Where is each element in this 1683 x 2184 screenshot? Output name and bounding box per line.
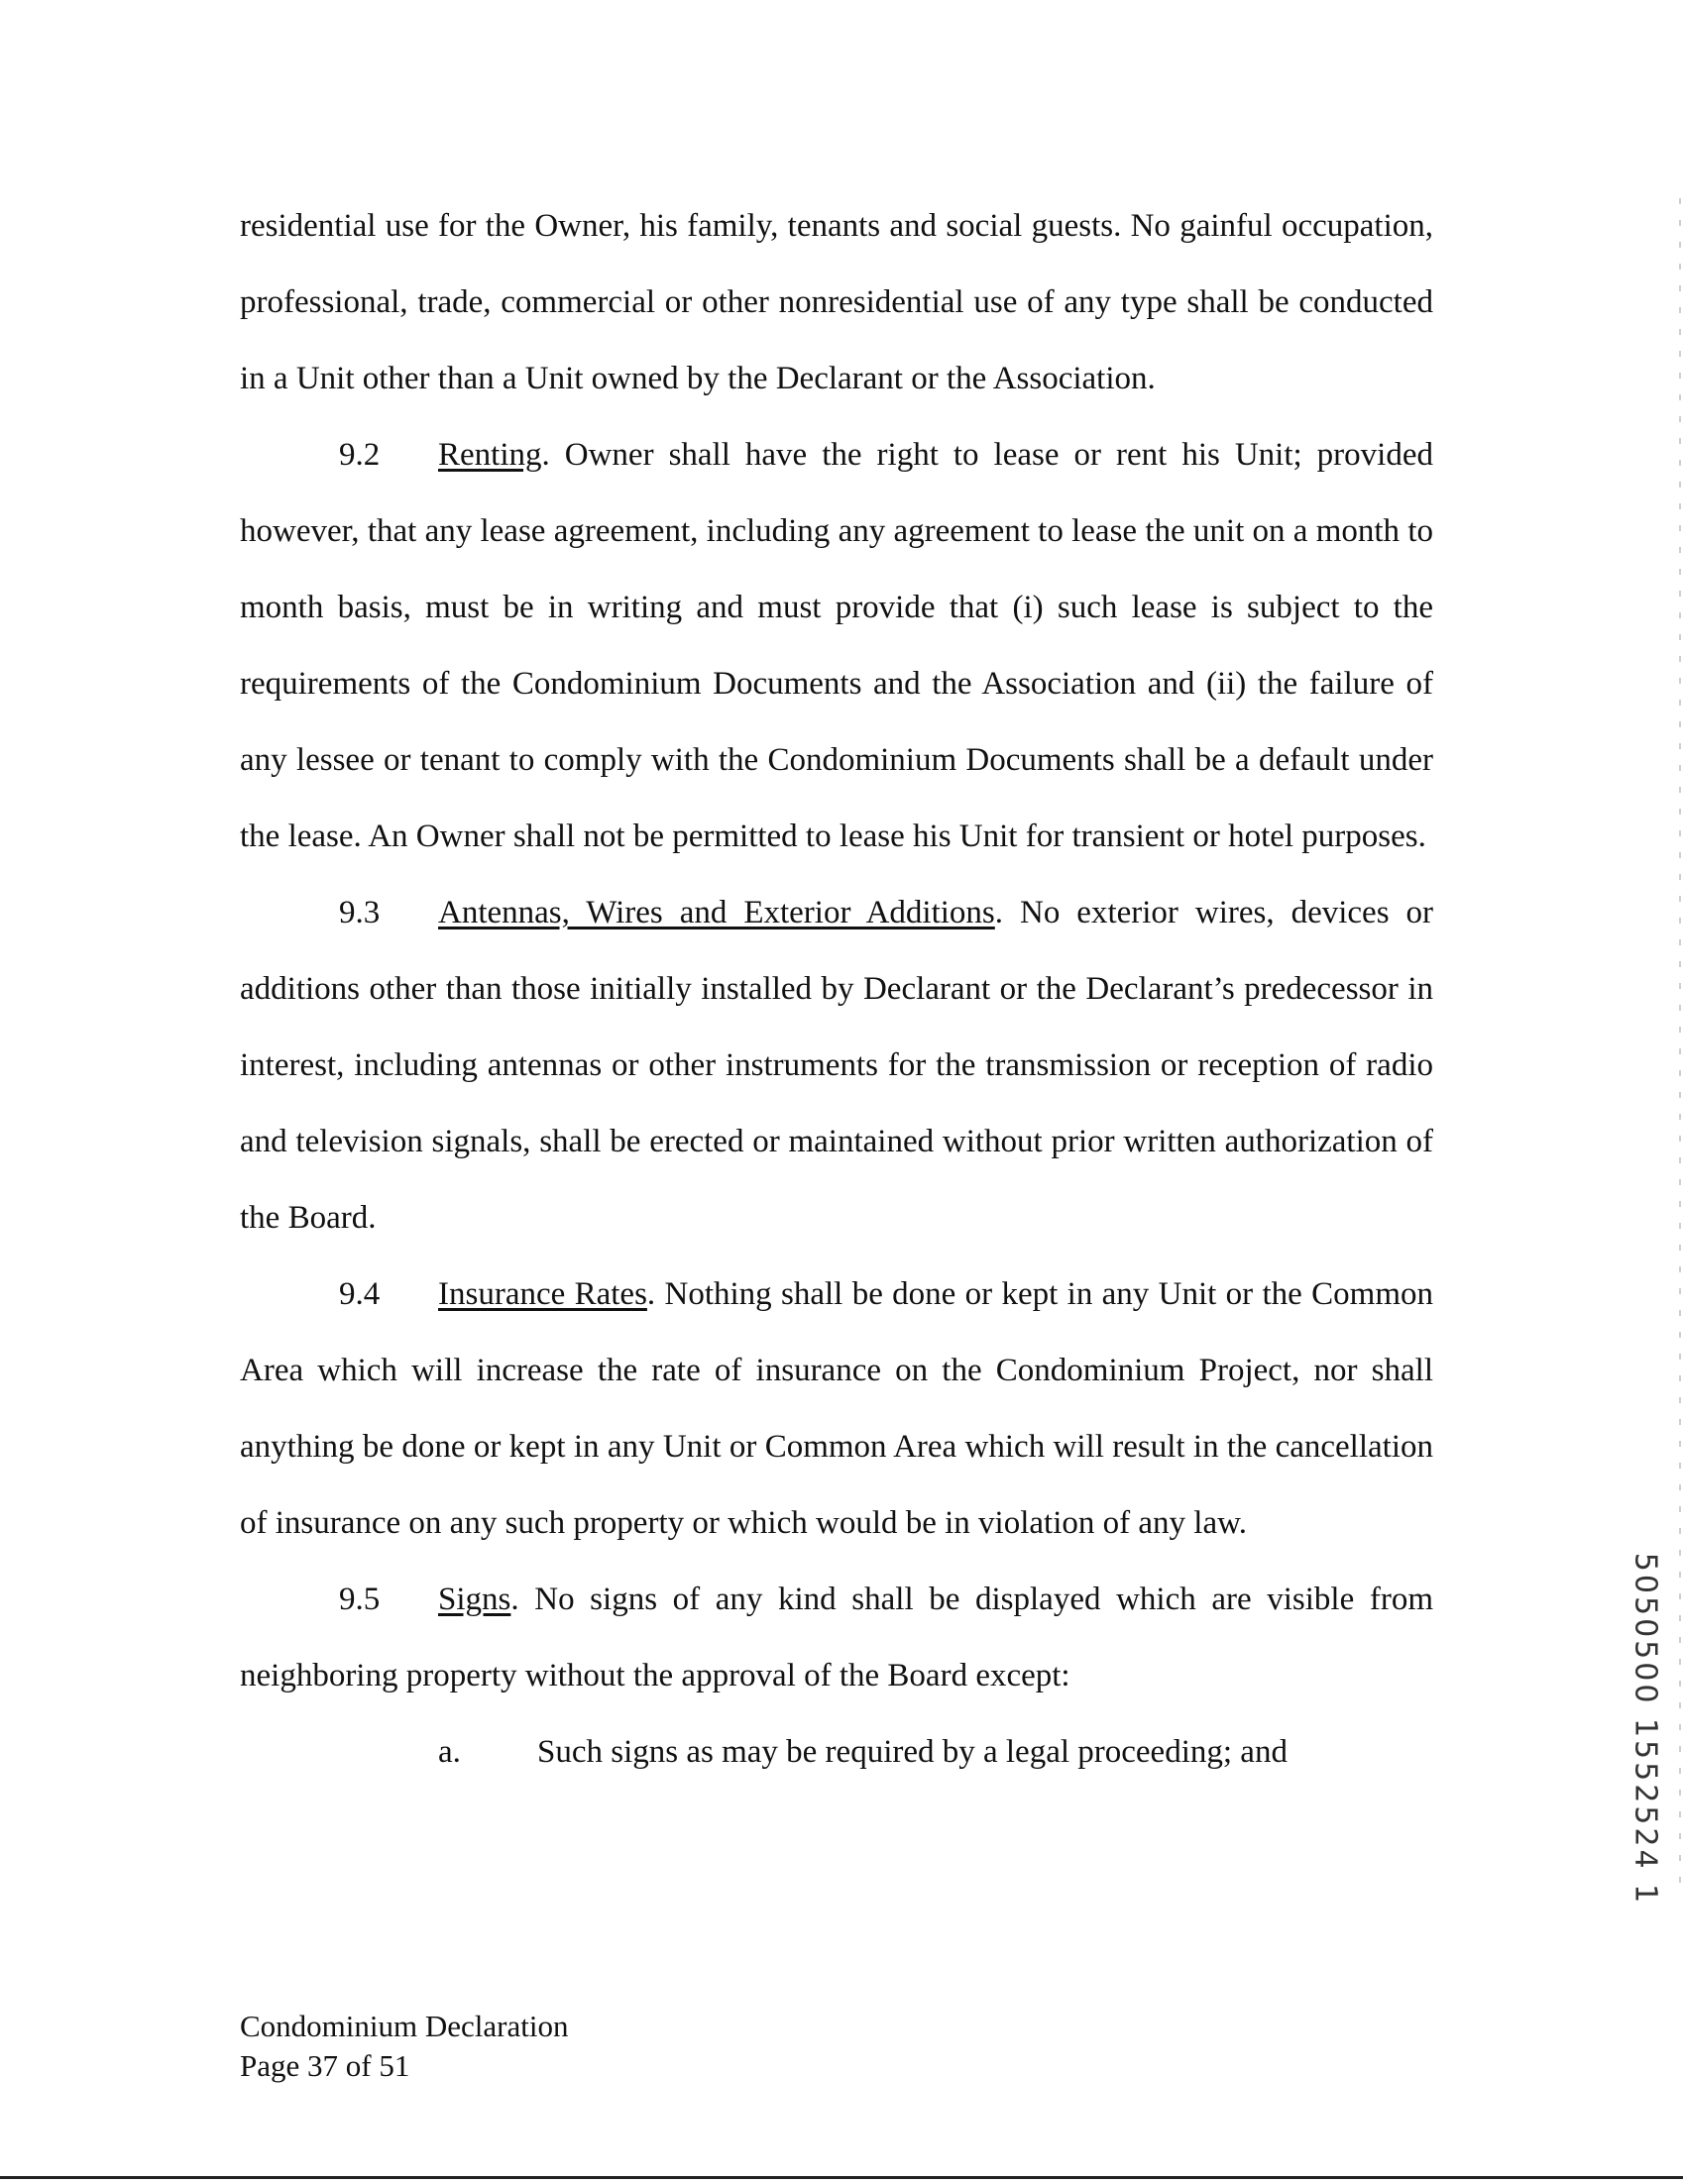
document-stamp — [1626, 1552, 1665, 1907]
page-number: Page 37 of 51 — [240, 2048, 410, 2083]
section-9-3 — [240, 875, 1433, 1256]
section-text: . Owner shall have the right to lease or rent his Unit; provided however, that any lease agreement, including any agreement to lease the unit on a month to month basis, must be in writing and must provide that (i) such lease is subject to the requirements of the Condominium Documents and the Association and (ii) the failure of any lessee or tenant to comply with the Condominium Documents shall be a default under the lease. An Owner shall not be permitted to lease his Unit for transient or hotel purposes. — [240, 437, 1433, 854]
document-body — [240, 188, 1433, 1791]
section-number: 9.5 — [339, 1582, 381, 1617]
footer-title: Condominium Declaration — [240, 2009, 569, 2043]
section-9-5 — [240, 1562, 1433, 1714]
list-item-a — [240, 1714, 1433, 1791]
section-title: Signs — [438, 1582, 511, 1617]
section-text: . No signs of any kind shall be displayed which are visible from neighboring property without the approval of the Board except: — [240, 1582, 1433, 1693]
section-text: . Nothing shall be done or kept in any Unit or the Common Area which will increase the rate of insurance on the Condominium Project, nor shall anything be done or kept in any Unit or Common Area which will result in the cancellation of insurance on any such property or which would be in violation of any law. — [240, 1276, 1433, 1541]
bottom-rule — [0, 2176, 1683, 2179]
section-title: Renting — [438, 437, 542, 473]
section-9-4 — [240, 1256, 1433, 1562]
section-number: 9.3 — [339, 895, 381, 930]
section-number: 9.4 — [339, 1276, 381, 1312]
section-text: . No exterior wires, devices or additions other than those initially installed by Declarant or the Declarant’s predecessor in interest, including antennas or other instruments for the transmission or reception of radio and television signals, shall be erected or maintained without prior written authorization of the Board. — [240, 895, 1433, 1236]
list-marker: a. — [438, 1734, 461, 1770]
section-9-2 — [240, 417, 1433, 875]
scan-edge-marks — [1679, 198, 1681, 1883]
paragraph-continuation: residential use for the Owner, his family, tenants and social guests. No gainful occupation, professional, trade, commercial or other nonresidential use of any type shall be conducted in a Unit other than a Unit owned by the Declarant or the Association. — [240, 208, 1433, 396]
section-title: Antennas, Wires and Exterior Additions — [438, 895, 995, 930]
list-item-text: Such signs as may be required by a legal proceeding; and — [537, 1734, 1288, 1770]
section-number: 9.2 — [339, 437, 381, 473]
stamp-number: 5050500 1552524 1 — [1627, 1552, 1663, 1907]
section-title: Insurance Rates — [438, 1276, 647, 1312]
page-footer — [240, 2007, 568, 2086]
